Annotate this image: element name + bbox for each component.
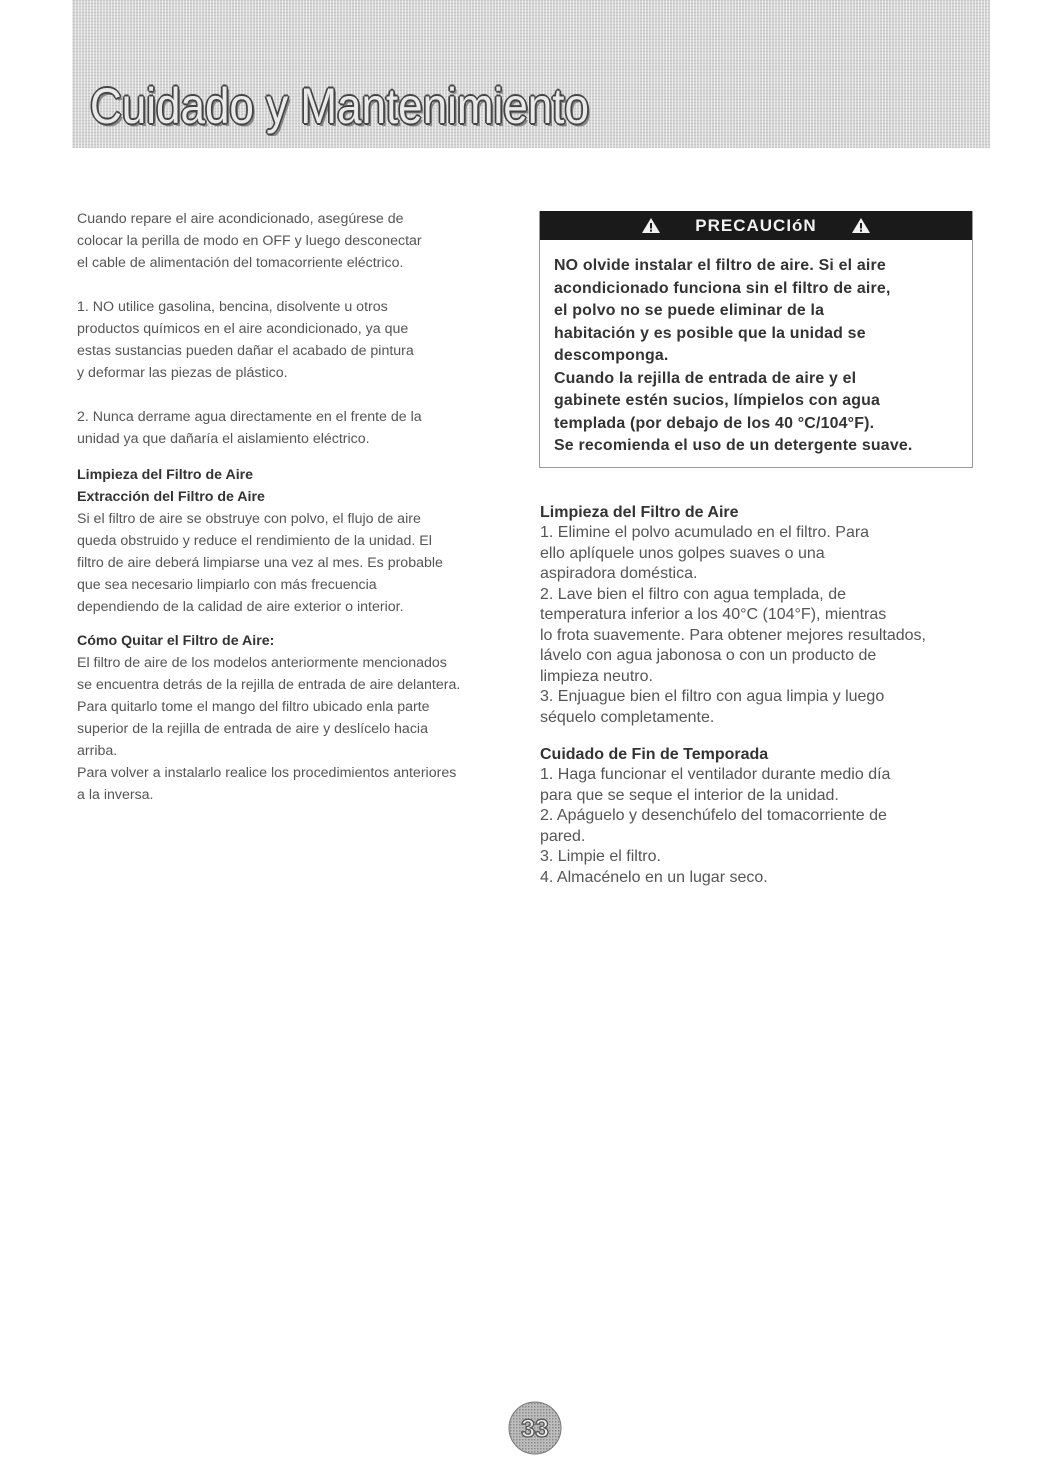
header-banner	[72, 0, 990, 148]
page-number-badge	[507, 1400, 563, 1456]
filter-cleaning-heading-right: Limpieza del Filtro de Aire	[540, 504, 739, 521]
intro-paragraph: Cuando repare el aire acondicionado, asegúrese de colocar la perilla de modo en OFF y luego desconectar el cable de alimentación del tomacorriente eléctrico.	[77, 211, 422, 271]
filter-cleaning-heading: Limpieza del Filtro de Aire	[77, 467, 254, 483]
filter-cleaning-steps: 1. Elimine el polvo acumulado en el filtro. Para ello aplíquele unos golpes suaves o una aspiradora doméstica. 2. Lave bien el filtro con agua templada, de temperatura inferior a los 40°C (104°F), mientras lo frota suavemente. Para obtener mejores resultados, lávelo con agua jabonosa o con un producto de limpieza neutro. 3. Enjuague bien el filtro con agua limpia y luego séquelo completamente.	[540, 524, 926, 726]
warning-item-1: 1. NO utilice gasolina, bencina, disolvente u otros productos químicos en el aire acondicionado, ya que estas sustancias pueden dañar el acabado de pintura y deformar las piezas de plástico.	[77, 299, 414, 381]
caution-title: PRECAUCIóN	[695, 215, 817, 235]
end-of-season-heading: Cuidado de Fin de Temporada	[540, 746, 769, 763]
left-column	[77, 208, 529, 806]
warning-item-2: 2. Nunca derrame agua directamente en el frente de la unidad ya que dañaría el aislamiento eléctrico.	[77, 409, 422, 447]
warning-triangle-icon	[851, 217, 871, 234]
page-number: 33	[521, 1415, 549, 1443]
filter-extraction-text: Si el filtro de aire se obstruye con polvo, el flujo de aire queda obstruido y reduce el rendimiento de la unidad. El filtro de aire deberá limpiarse una vez al mes. Es probable que sea necesario limpiarlo con más frecuencia dependiendo de la calidad de aire exterior o interior.	[77, 511, 443, 615]
caution-header	[540, 211, 972, 240]
page-number-circle-icon	[507, 1400, 563, 1456]
right-column	[540, 500, 1000, 888]
end-of-season-steps: 1. Haga funcionar el ventilador durante medio día para que se seque el interior de la unidad. 2. Apáguelo y desenchúfelo del tomacorriente de pared. 3. Limpie el filtro. 4. Almacénelo en un lugar seco.	[540, 766, 891, 886]
warning-triangle-icon	[641, 217, 661, 234]
caution-text: NO olvide instalar el filtro de aire. Si el aire acondicionado funciona sin el filtro de aire, el polvo no se puede eliminar de la habitación y es posible que la unidad se descomponga. Cuando la rejilla de entrada de aire y el gabinete estén sucios, límpielos con agua templada (por debajo de los 40 °C/104°F). Se recomienda el uso de un detergente suave.	[554, 257, 913, 454]
filter-remove-text: El filtro de aire de los modelos anteriormente mencionados se encuentra detrás de la rejilla de entrada de aire delantera. Para quitarlo tome el mango del filtro ubicado enla parte superior de la rejilla de entrada de aire y deslícelo hacia arriba. Para volver a instalarlo realice los procedimientos anteriores a la inversa.	[77, 655, 461, 803]
filter-extraction-heading: Extracción del Filtro de Aire	[77, 489, 265, 505]
page-title: Cuidado y Mantenimiento	[90, 78, 589, 134]
filter-remove-heading: Cómo Quitar el Filtro de Aire:	[77, 633, 275, 649]
caution-box	[539, 211, 973, 468]
